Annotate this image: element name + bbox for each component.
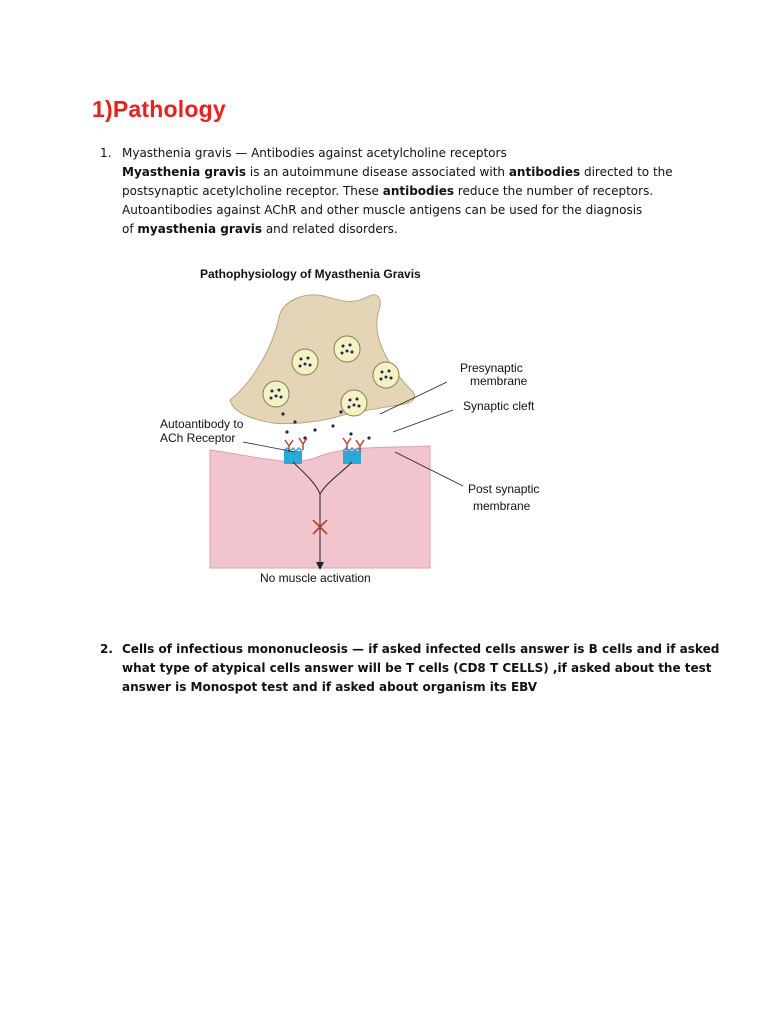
vesicle <box>373 362 399 388</box>
myasthenia-diagram <box>155 262 540 592</box>
item-line: Cells of infectious mononucleosis — if asked infected cells answer is B cells and if asked <box>122 642 720 656</box>
vesicle <box>263 381 289 407</box>
list-number: 1. <box>100 146 112 160</box>
item-line <box>122 163 680 182</box>
bold-term: antibodies <box>382 184 455 198</box>
bold-term: antibodies <box>508 165 581 179</box>
list-number: 2. <box>100 642 113 656</box>
bold-term: myasthenia gravis <box>137 222 262 236</box>
list-item-text <box>122 144 680 239</box>
label-post-synaptic: Post synaptic <box>468 482 540 496</box>
text-run: is an autoimmune disease associated with <box>246 165 509 179</box>
label-synaptic-cleft: Synaptic cleft <box>463 399 535 413</box>
text-run: directed to the <box>580 165 673 179</box>
diagram-svg <box>155 262 540 592</box>
item-line: what type of atypical cells answer will be T cells (CD8 T CELLS) ,if asked about the test <box>122 661 712 675</box>
section-heading: 1)Pathology <box>92 96 226 122</box>
text-run: of <box>122 222 138 236</box>
vesicle <box>341 390 367 416</box>
label-post-synaptic-membrane: membrane <box>473 499 531 513</box>
list-item-text <box>122 640 720 697</box>
item-line <box>122 182 680 201</box>
label-presynaptic-membrane: membrane <box>470 374 528 388</box>
vesicle <box>334 336 360 362</box>
label-autoantibody: Autoantibody to <box>160 417 244 431</box>
presynaptic-terminal <box>230 295 415 424</box>
text-run: postsynaptic acetylcholine receptor. These <box>122 184 383 198</box>
diagram-title: Pathophysiology of Myasthenia Gravis <box>200 267 421 281</box>
list-item-myasthenia <box>100 144 680 239</box>
item-line: Autoantibodies against AChR and other muscle antigens can be used for the diagnosis <box>122 203 643 217</box>
label-no-muscle-activation: No muscle activation <box>260 571 371 585</box>
text-run: and related disorders. <box>262 222 398 236</box>
item-line: Myasthenia gravis — Antibodies against acetylcholine receptors <box>122 146 507 160</box>
bold-term: Myasthenia gravis <box>122 165 247 179</box>
list-item-mononucleosis <box>100 640 720 697</box>
item-line <box>122 220 680 239</box>
label-ach-receptor: ACh Receptor <box>160 431 236 445</box>
label-presynaptic: Presynaptic <box>460 361 523 375</box>
item-line: answer is Monospot test and if asked about organism its EBV <box>122 680 538 694</box>
vesicle <box>292 349 318 375</box>
text-run: reduce the number of receptors. <box>454 184 654 198</box>
